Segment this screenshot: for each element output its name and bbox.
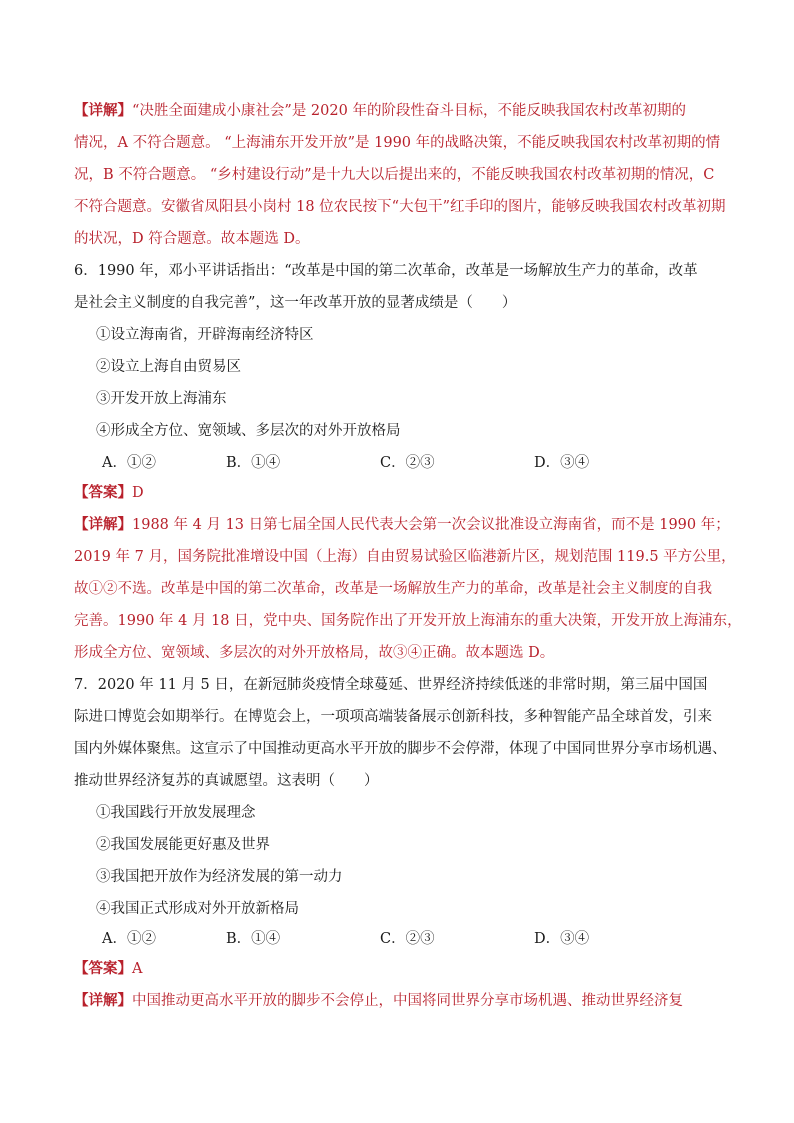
option-c: C．②③	[380, 455, 435, 471]
detail-line	[74, 96, 724, 126]
question-7-answer	[74, 954, 724, 984]
answer-value: D	[132, 485, 144, 501]
detail-text: 中国推动更高水平开放的脚步不会停止，中国将同世界分享市场机遇、推动世界经济复	[132, 993, 683, 1009]
detail-text: 1988 年 4 月 13 日第七届全国人民代表大会第一次会议批准设立海南省，而不是 1990 年；	[132, 517, 730, 533]
question-6-stem: 6．1990 年，邓小平讲话指出：“改革是中国的第二次革命，改革是一场解放生产力的革命，改革	[74, 263, 698, 279]
option-a: A．①②	[102, 455, 156, 471]
question-6-item: ③开发开放上海浦东	[96, 391, 227, 407]
detail-line: 的状况，D 符合题意。故本题选 D。	[74, 231, 310, 247]
detail-tag: 【详解】	[74, 992, 132, 1009]
question-6-stem: 是社会主义制度的自我完善”，这一年改革开放的显著成绩是（ ）	[74, 295, 517, 311]
option-a: A．①②	[102, 931, 156, 947]
question-7-item: ③我国把开放作为经济发展的第一动力	[96, 869, 343, 885]
question-6-item: ①设立海南省，开辟海南经济特区	[96, 327, 314, 343]
answer-tag: 【答案】	[74, 960, 132, 977]
question-7-item: ①我国践行开放发展理念	[96, 805, 256, 821]
question-7-options	[96, 924, 746, 954]
question-7-detail	[74, 986, 724, 1016]
question-6-detail: 故①②不选。改革是中国的第二次革命，改革是一场解放生产力的革命，改革是社会主义制度的自我	[74, 581, 712, 597]
answer-value: A	[132, 961, 143, 977]
question-6-detail: 形成全方位、宽领域、多层次的对外开放格局，故③④正确。故本题选 D。	[74, 645, 555, 661]
question-7-stem: 际进口博览会如期举行。在博览会上，一项项高端装备展示创新科技，多种智能产品全球首发，引来	[74, 709, 712, 725]
detail-tag: 【详解】	[74, 516, 132, 533]
question-6-detail: 2019 年 7 月，国务院批准增设中国（上海）自由贸易试验区临港新片区，规划范围 119.5 平方公里，	[74, 549, 736, 565]
question-6-detail: 完善。1990 年 4 月 18 日，党中央、国务院作出了开发开放上海浦东的重大决策，开发开放上海浦东，	[74, 613, 742, 629]
question-6-answer	[74, 478, 724, 508]
question-7-stem: 7．2020 年 11 月 5 日，在新冠肺炎疫情全球蔓延、世界经济持续低迷的非常时期，第三届中国国	[74, 677, 708, 693]
option-d: D．③④	[534, 931, 590, 947]
detail-line: 况，B 不符合题意。 “乡村建设行动”是十九大以后提出来的，不能反映我国农村改革初期的情况，C	[74, 167, 715, 183]
detail-tag: 【详解】	[74, 102, 132, 119]
question-7-item: ②我国发展能更好惠及世界	[96, 837, 270, 853]
option-d: D．③④	[534, 455, 590, 471]
question-7-stem: 国内外媒体聚焦。这宣示了中国推动更高水平开放的脚步不会停滞，体现了中国同世界分享市场机遇、	[74, 741, 727, 757]
option-b: B．①④	[226, 455, 281, 471]
option-c: C．②③	[380, 931, 435, 947]
question-7-stem: 推动世界经济复苏的真诚愿望。这表明（ ）	[74, 773, 379, 789]
question-6-detail	[74, 510, 730, 540]
option-b: B．①④	[226, 931, 281, 947]
question-6-item: ②设立上海自由贸易区	[96, 359, 241, 375]
question-6-item: ④形成全方位、宽领域、多层次的对外开放格局	[96, 423, 401, 439]
detail-line: 情况，A 不符合题意。 “上海浦东开发开放”是 1990 年的战略决策，不能反映我国农村改革初期的情	[74, 135, 721, 151]
detail-text: “决胜全面建成小康社会”是 2020 年的阶段性奋斗目标，不能反映我国农村改革初期的	[132, 103, 686, 119]
answer-tag: 【答案】	[74, 484, 132, 501]
question-6-options	[96, 448, 746, 478]
question-7-item: ④我国正式形成对外开放新格局	[96, 901, 299, 917]
detail-line: 不符合题意。安徽省凤阳县小岗村 18 位农民按下“大包干”红手印的图片，能够反映我国农村改革初期	[74, 199, 726, 215]
